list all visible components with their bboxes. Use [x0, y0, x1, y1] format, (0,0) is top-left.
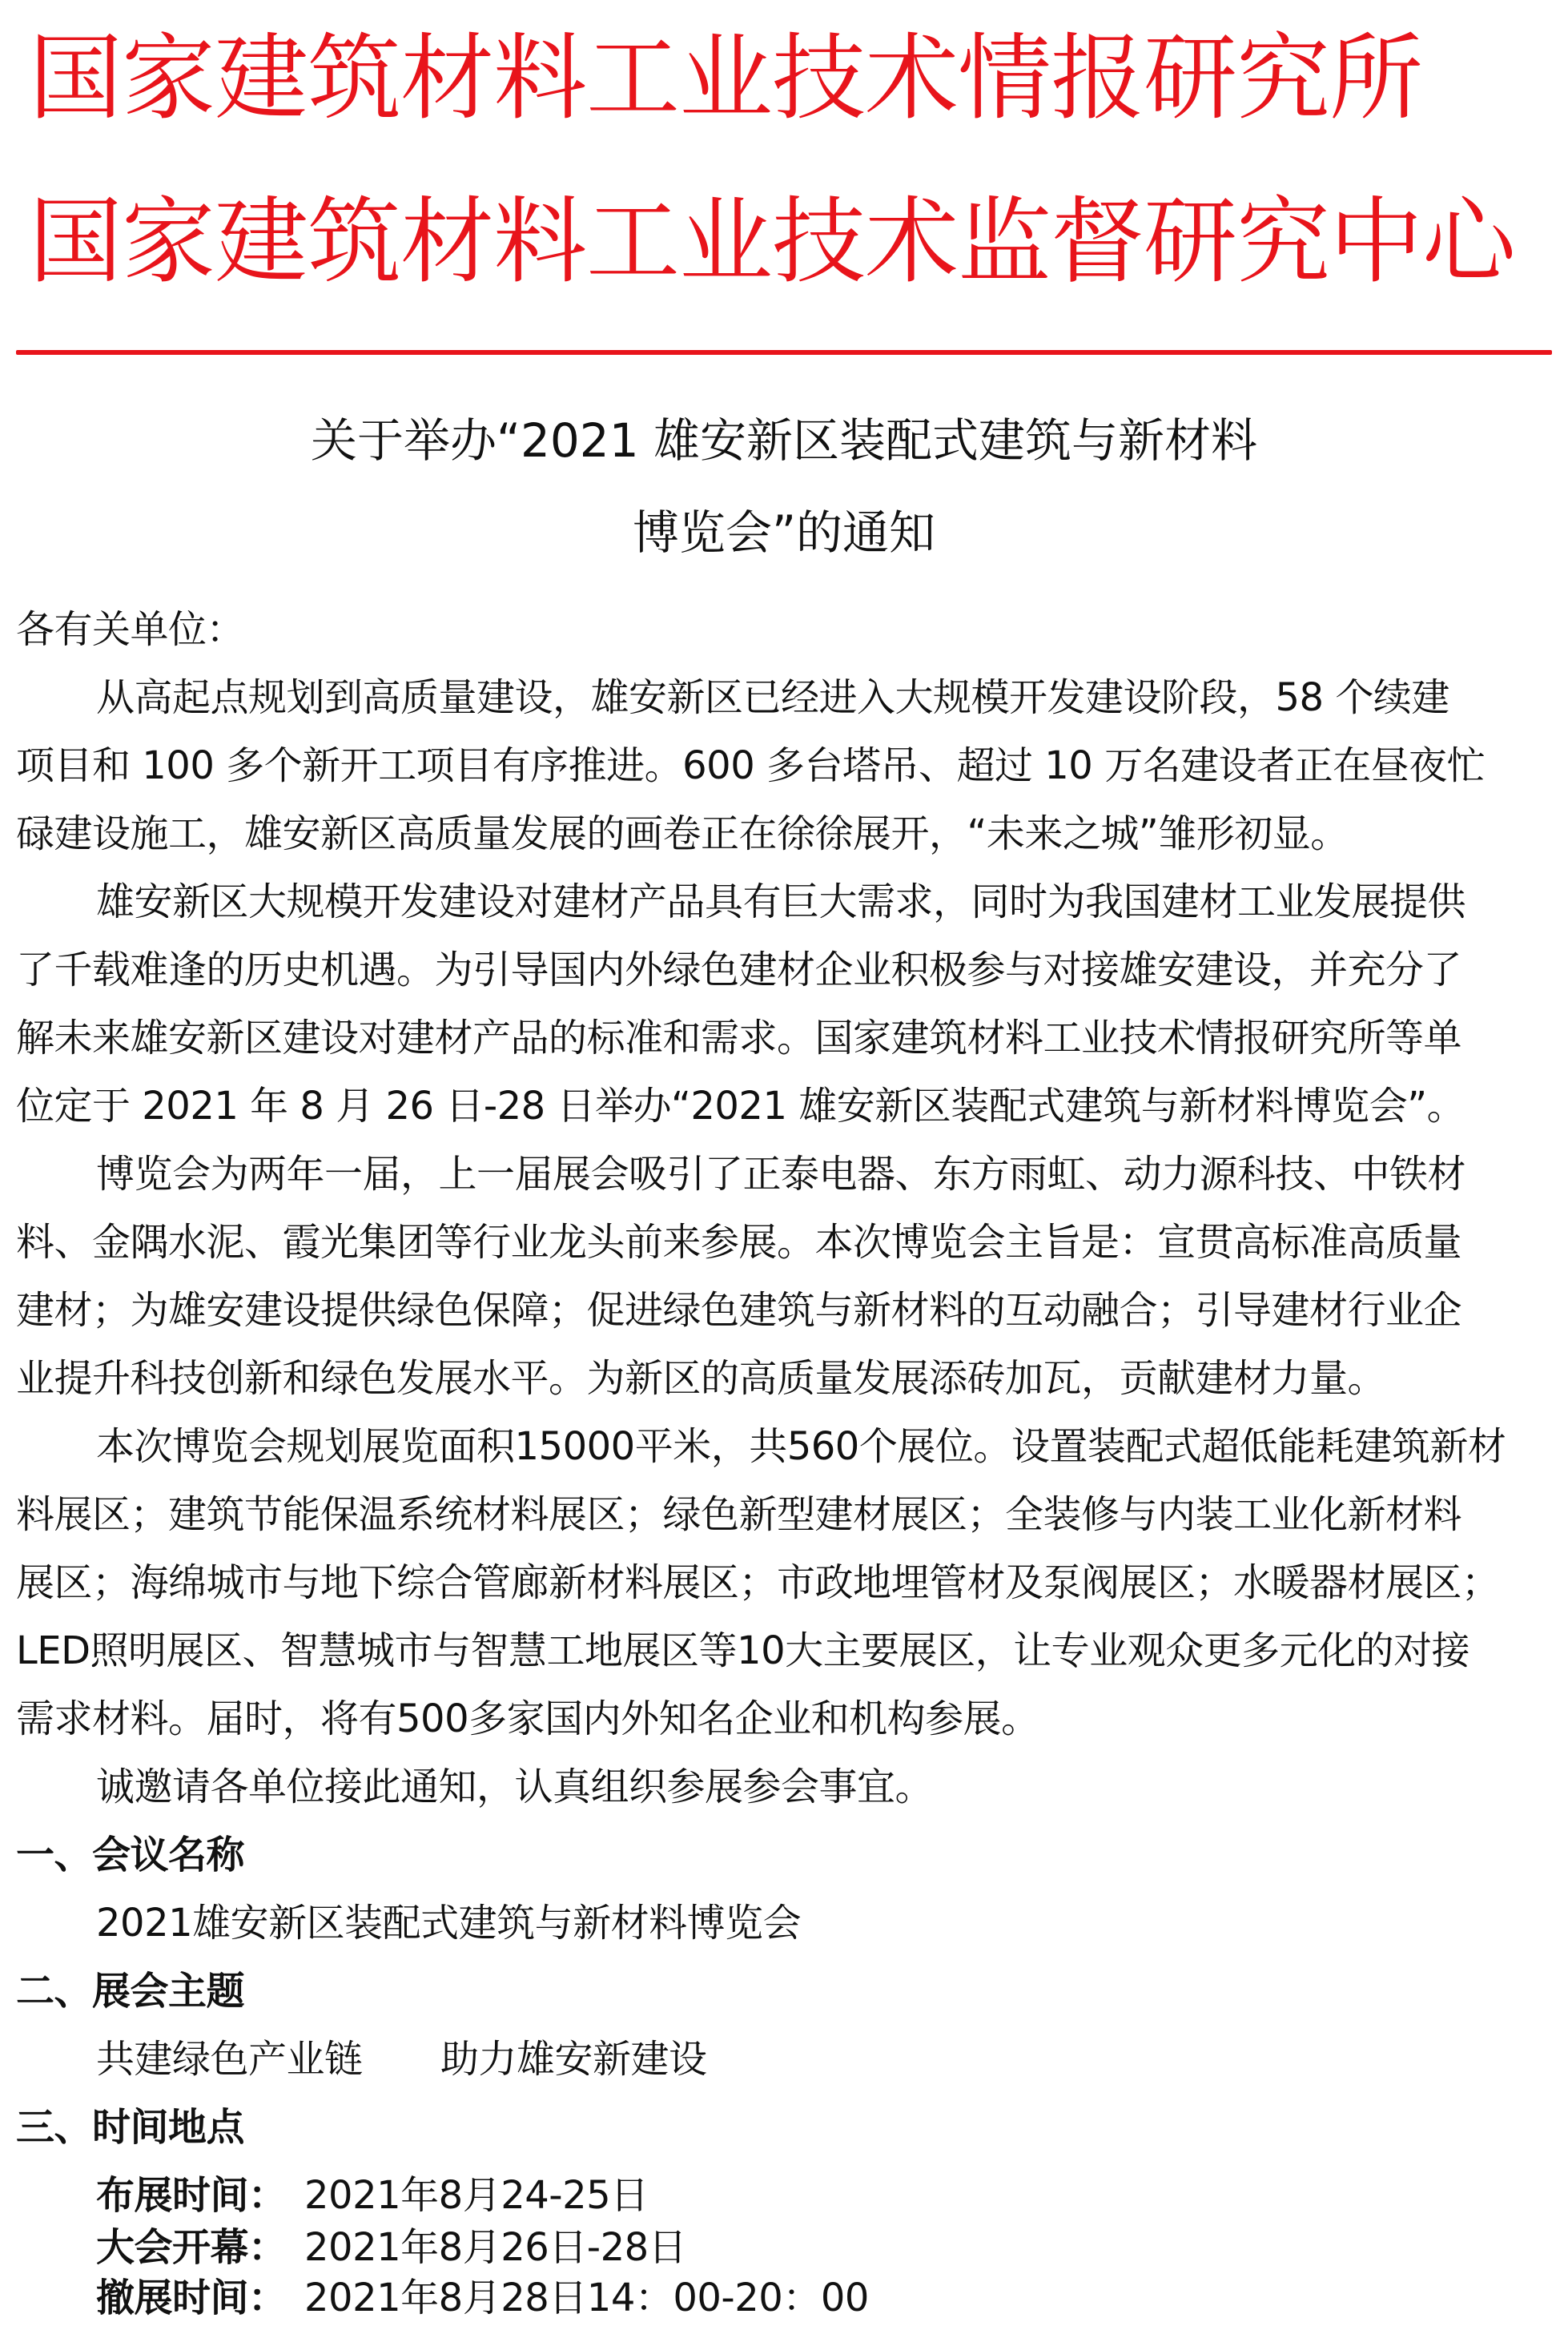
letterhead-org-line-2: 国家建筑材料工业技术监督研究中心 [29, 187, 1516, 296]
body-line: 位定于 2021 年 8 月 26 日-28 日举办“2021 雄安新区装配式建筑与新材料博览会”。 [16, 1084, 1465, 1129]
theme-slogan-a: 共建绿色产业链 [96, 2037, 363, 2082]
schedule-label: 布展时间： [96, 2173, 287, 2218]
body-line: 业提升科技创新和绿色发展水平。为新区的高质量发展添砖加瓦，贡献建材力量。 [16, 1356, 1386, 1401]
body-line: 从高起点规划到高质量建设，雄安新区已经进入大规模开发建设阶段，58 个续建 [96, 675, 1449, 720]
salutation: 各有关单位： [16, 607, 245, 652]
body-line: 本次博览会规划展览面积15000平米，共560个展位。设置装配式超低能耗建筑新材 [96, 1424, 1506, 1469]
letterhead-org-line-1: 国家建筑材料工业技术情报研究所 [29, 23, 1423, 133]
theme-slogan-b: 助力雄安新建设 [440, 2037, 707, 2082]
body-line: 料展区；建筑节能保温系统材料展区；绿色新型建材展区；全装修与内装工业化新材料 [16, 1492, 1462, 1537]
notice-title-line-1: 关于举办“2021 雄安新区装配式建筑与新材料 [310, 413, 1258, 468]
body-line: 展区；海绵城市与地下综合管廊新材料展区；市政地埋管材及泵阀展区；水暖器材展区； [16, 1560, 1500, 1605]
section-heading-name: 一、会议名称 [16, 1833, 245, 1877]
body-line: 诚邀请各单位接此通知，认真组织参展参会事宜。 [96, 1765, 934, 1809]
body-line: 博览会为两年一届，上一届展会吸引了正泰电器、东方雨虹、动力源科技、中铁材 [96, 1152, 1466, 1197]
schedule-value: 2021年8月28日14：00-20：00 [304, 2276, 869, 2320]
notice-title-line-2: 博览会”的通知 [632, 505, 936, 560]
schedule-value: 2021年8月24-25日 [304, 2173, 649, 2218]
body-line: 碌建设施工，雄安新区高质量发展的画卷正在徐徐展开，“未来之城”雏形初显。 [16, 811, 1349, 856]
section-heading-theme: 二、展会主题 [16, 1969, 245, 2014]
body-line: 雄安新区大规模开发建设对建材产品具有巨大需求，同时为我国建材工业发展提供 [96, 879, 1466, 924]
section-heading-time-place: 三、时间地点 [16, 2105, 245, 2150]
section-content-name: 2021雄安新区装配式建筑与新材料博览会 [96, 1901, 802, 1946]
body-line: 需求材料。届时，将有500多家国内外知名企业和机构参展。 [16, 1696, 1039, 1741]
body-line: 了千载难逢的历史机遇。为引导国内外绿色建材企业积极参与对接雄安建设，并充分了 [16, 948, 1462, 992]
body-line: 项目和 100 多个新开工项目有序推进。600 多台塔吊、超过 10 万名建设者正在昼夜忙 [16, 743, 1486, 788]
schedule-value: 2021年8月26日-28日 [304, 2225, 687, 2270]
body-line: 解未来雄安新区建设对建材产品的标准和需求。国家建筑材料工业技术情报研究所等单 [16, 1016, 1462, 1060]
letterhead-divider [16, 350, 1552, 355]
schedule-label: 撤展时间： [96, 2276, 287, 2320]
schedule-label: 大会开幕： [96, 2225, 287, 2270]
body-line: LED照明展区、智慧城市与智慧工地展区等10大主要展区，让专业观众更多元化的对接 [16, 1628, 1470, 1673]
body-line: 料、金隅水泥、霞光集团等行业龙头前来参展。本次博览会主旨是：宣贯高标准高质量 [16, 1220, 1462, 1265]
body-line: 建材；为雄安建设提供绿色保障；促进绿色建筑与新材料的互动融合；引导建材行业企 [16, 1288, 1462, 1333]
